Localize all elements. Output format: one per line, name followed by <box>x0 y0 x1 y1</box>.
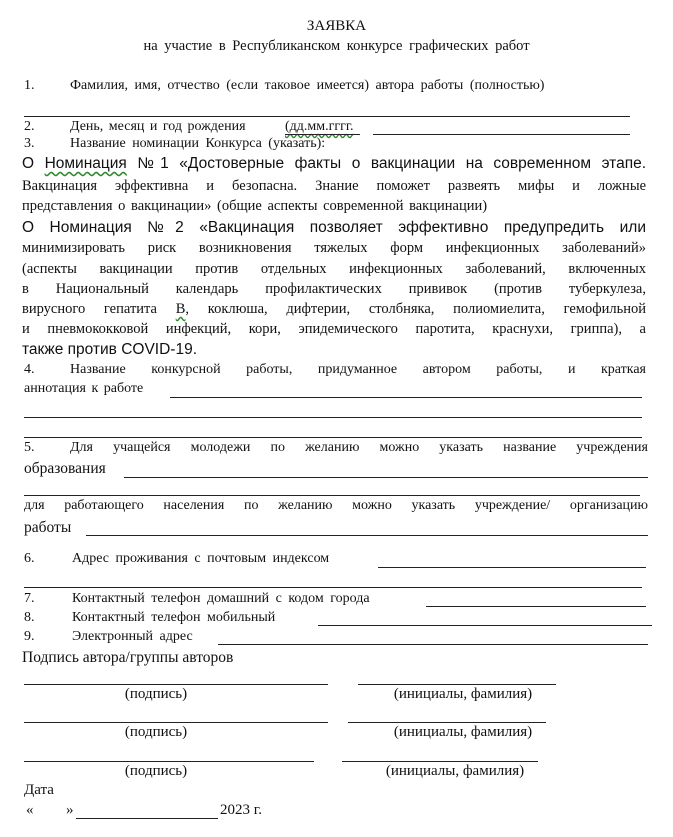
work-title-field[interactable] <box>170 397 642 398</box>
signature-field-1[interactable] <box>24 684 328 685</box>
date-quote-open: « <box>26 802 34 818</box>
signature-field-2[interactable] <box>24 722 328 723</box>
initials-field-1[interactable] <box>358 684 556 685</box>
full-name-field[interactable] <box>24 116 630 117</box>
nomination-2-line-1[interactable]: О Номинация №2 «Вакцинация позволяет эффективно предупредить или <box>22 219 646 236</box>
item-2-label: День, месяц и год рождения <box>70 119 246 134</box>
home-phone-field[interactable] <box>426 606 646 607</box>
date-format-underline <box>285 134 360 135</box>
signature-caption-3: (подпись) <box>124 763 188 779</box>
item-9-label: Электронный адрес <box>72 629 193 644</box>
address-field[interactable] <box>378 567 646 568</box>
initials-field-3[interactable] <box>342 761 538 762</box>
signature-caption-2: (подпись) <box>124 724 188 740</box>
item-7-label: Контактный телефон домашний с кодом города <box>72 591 370 606</box>
work-annotation-field-1[interactable] <box>24 417 642 418</box>
signature-caption-1: (подпись) <box>124 686 188 702</box>
item-3-label: Название номинации Конкурса (указать): <box>70 136 326 151</box>
initials-field-2[interactable] <box>348 722 546 723</box>
item-9-number: 9. <box>24 629 35 644</box>
form-title: ЗАЯВКА <box>306 18 367 34</box>
form-subtitle: на участие в Республиканском конкурсе графических работ <box>143 38 530 54</box>
item-4-label-line-2: аннотация к работе <box>24 381 144 396</box>
nomination-2-line-6: и пневмококковой инфекций, кори, эпидемического паротита, краснухи, гриппа), а <box>22 321 646 337</box>
date-label: Дата <box>24 782 54 798</box>
date-year: 2023 г. <box>220 802 262 818</box>
item-4-number: 4. <box>24 362 35 377</box>
line-5-end: , коклюша, дифтерии, столбняка, полиомиелита, гемофильной <box>185 301 646 317</box>
nomination-2-line-2: минимизировать риск возникновения тяжелых форм инфекционных заболеваний» <box>22 240 646 256</box>
item-5-label-line-3: для работающего населения по желанию можно указать учреждение/ организацию <box>24 498 648 513</box>
item-1-label: Фамилия, имя, отчество (если таковое имеется) автора работы (полностью) <box>70 78 545 93</box>
nomination-2-line-7: также против COVID-19. <box>22 341 198 358</box>
item-2-number: 2. <box>24 119 35 134</box>
item-1-number: 1. <box>24 78 35 93</box>
email-field[interactable] <box>218 644 648 645</box>
date-month-field[interactable] <box>76 818 218 819</box>
nomination-1-radio[interactable]: О <box>22 155 35 172</box>
mobile-phone-field[interactable] <box>318 625 652 626</box>
item-3-number: 3. <box>24 136 35 151</box>
item-8-number: 8. <box>24 610 35 625</box>
nomination-2-line-5 <box>22 301 646 318</box>
item-5-label-line-2: образования <box>24 460 106 477</box>
line-5-start: вирусного гепатита <box>22 301 157 317</box>
item-8-label: Контактный телефон мобильный <box>72 610 276 625</box>
signature-field-3[interactable] <box>24 761 314 762</box>
workplace-field[interactable] <box>86 535 648 536</box>
date-quote-close: » <box>66 802 74 818</box>
item-7-number: 7. <box>24 591 35 606</box>
nomination-1-label: Номинация <box>44 155 127 172</box>
nomination-1-line-1[interactable] <box>22 155 646 173</box>
item-5-number: 5. <box>24 440 35 455</box>
birth-date-field[interactable] <box>373 134 630 135</box>
initials-caption-1: (инициалы, фамилия) <box>393 686 533 702</box>
work-annotation-field-2[interactable] <box>24 437 642 438</box>
line-5-underlined: В <box>175 301 186 317</box>
nomination-1-title-start: №1 «Достоверные факты о вакцинации на современном этапе. <box>137 155 647 172</box>
item-4-label-line-1: Название конкурсной работы, придуманное автором работы, и краткая <box>70 362 646 377</box>
education-institution-field[interactable] <box>124 477 648 478</box>
signature-heading: Подпись автора/группы авторов <box>22 649 234 666</box>
date-format-hint: (дд.мм.гггг. <box>285 119 354 134</box>
education-institution-field-2[interactable] <box>24 495 640 496</box>
item-5-label-line-4: работы <box>24 519 72 536</box>
address-field-2[interactable] <box>24 587 642 588</box>
nomination-1-line-2: Вакцинация эффективна и безопасна. Знание поможет развеять мифы и ложные <box>22 178 646 194</box>
initials-caption-3: (инициалы, фамилия) <box>385 763 525 779</box>
item-6-label: Адрес проживания с почтовым индексом <box>72 551 330 566</box>
item-6-number: 6. <box>24 551 35 566</box>
nomination-1-line-3: представления о вакцинации» (общие аспекты современной вакцинации) <box>22 198 488 214</box>
item-5-label-line-1: Для учащейся молодежи по желанию можно указать название учреждения <box>70 440 648 455</box>
nomination-2-line-3: (аспекты вакцинации против отдельных инфекционных заболеваний, включенных <box>22 261 646 277</box>
nomination-2-line-4: в Национальный календарь профилактических прививок (против туберкулеза, <box>22 281 646 297</box>
initials-caption-2: (инициалы, фамилия) <box>393 724 533 740</box>
